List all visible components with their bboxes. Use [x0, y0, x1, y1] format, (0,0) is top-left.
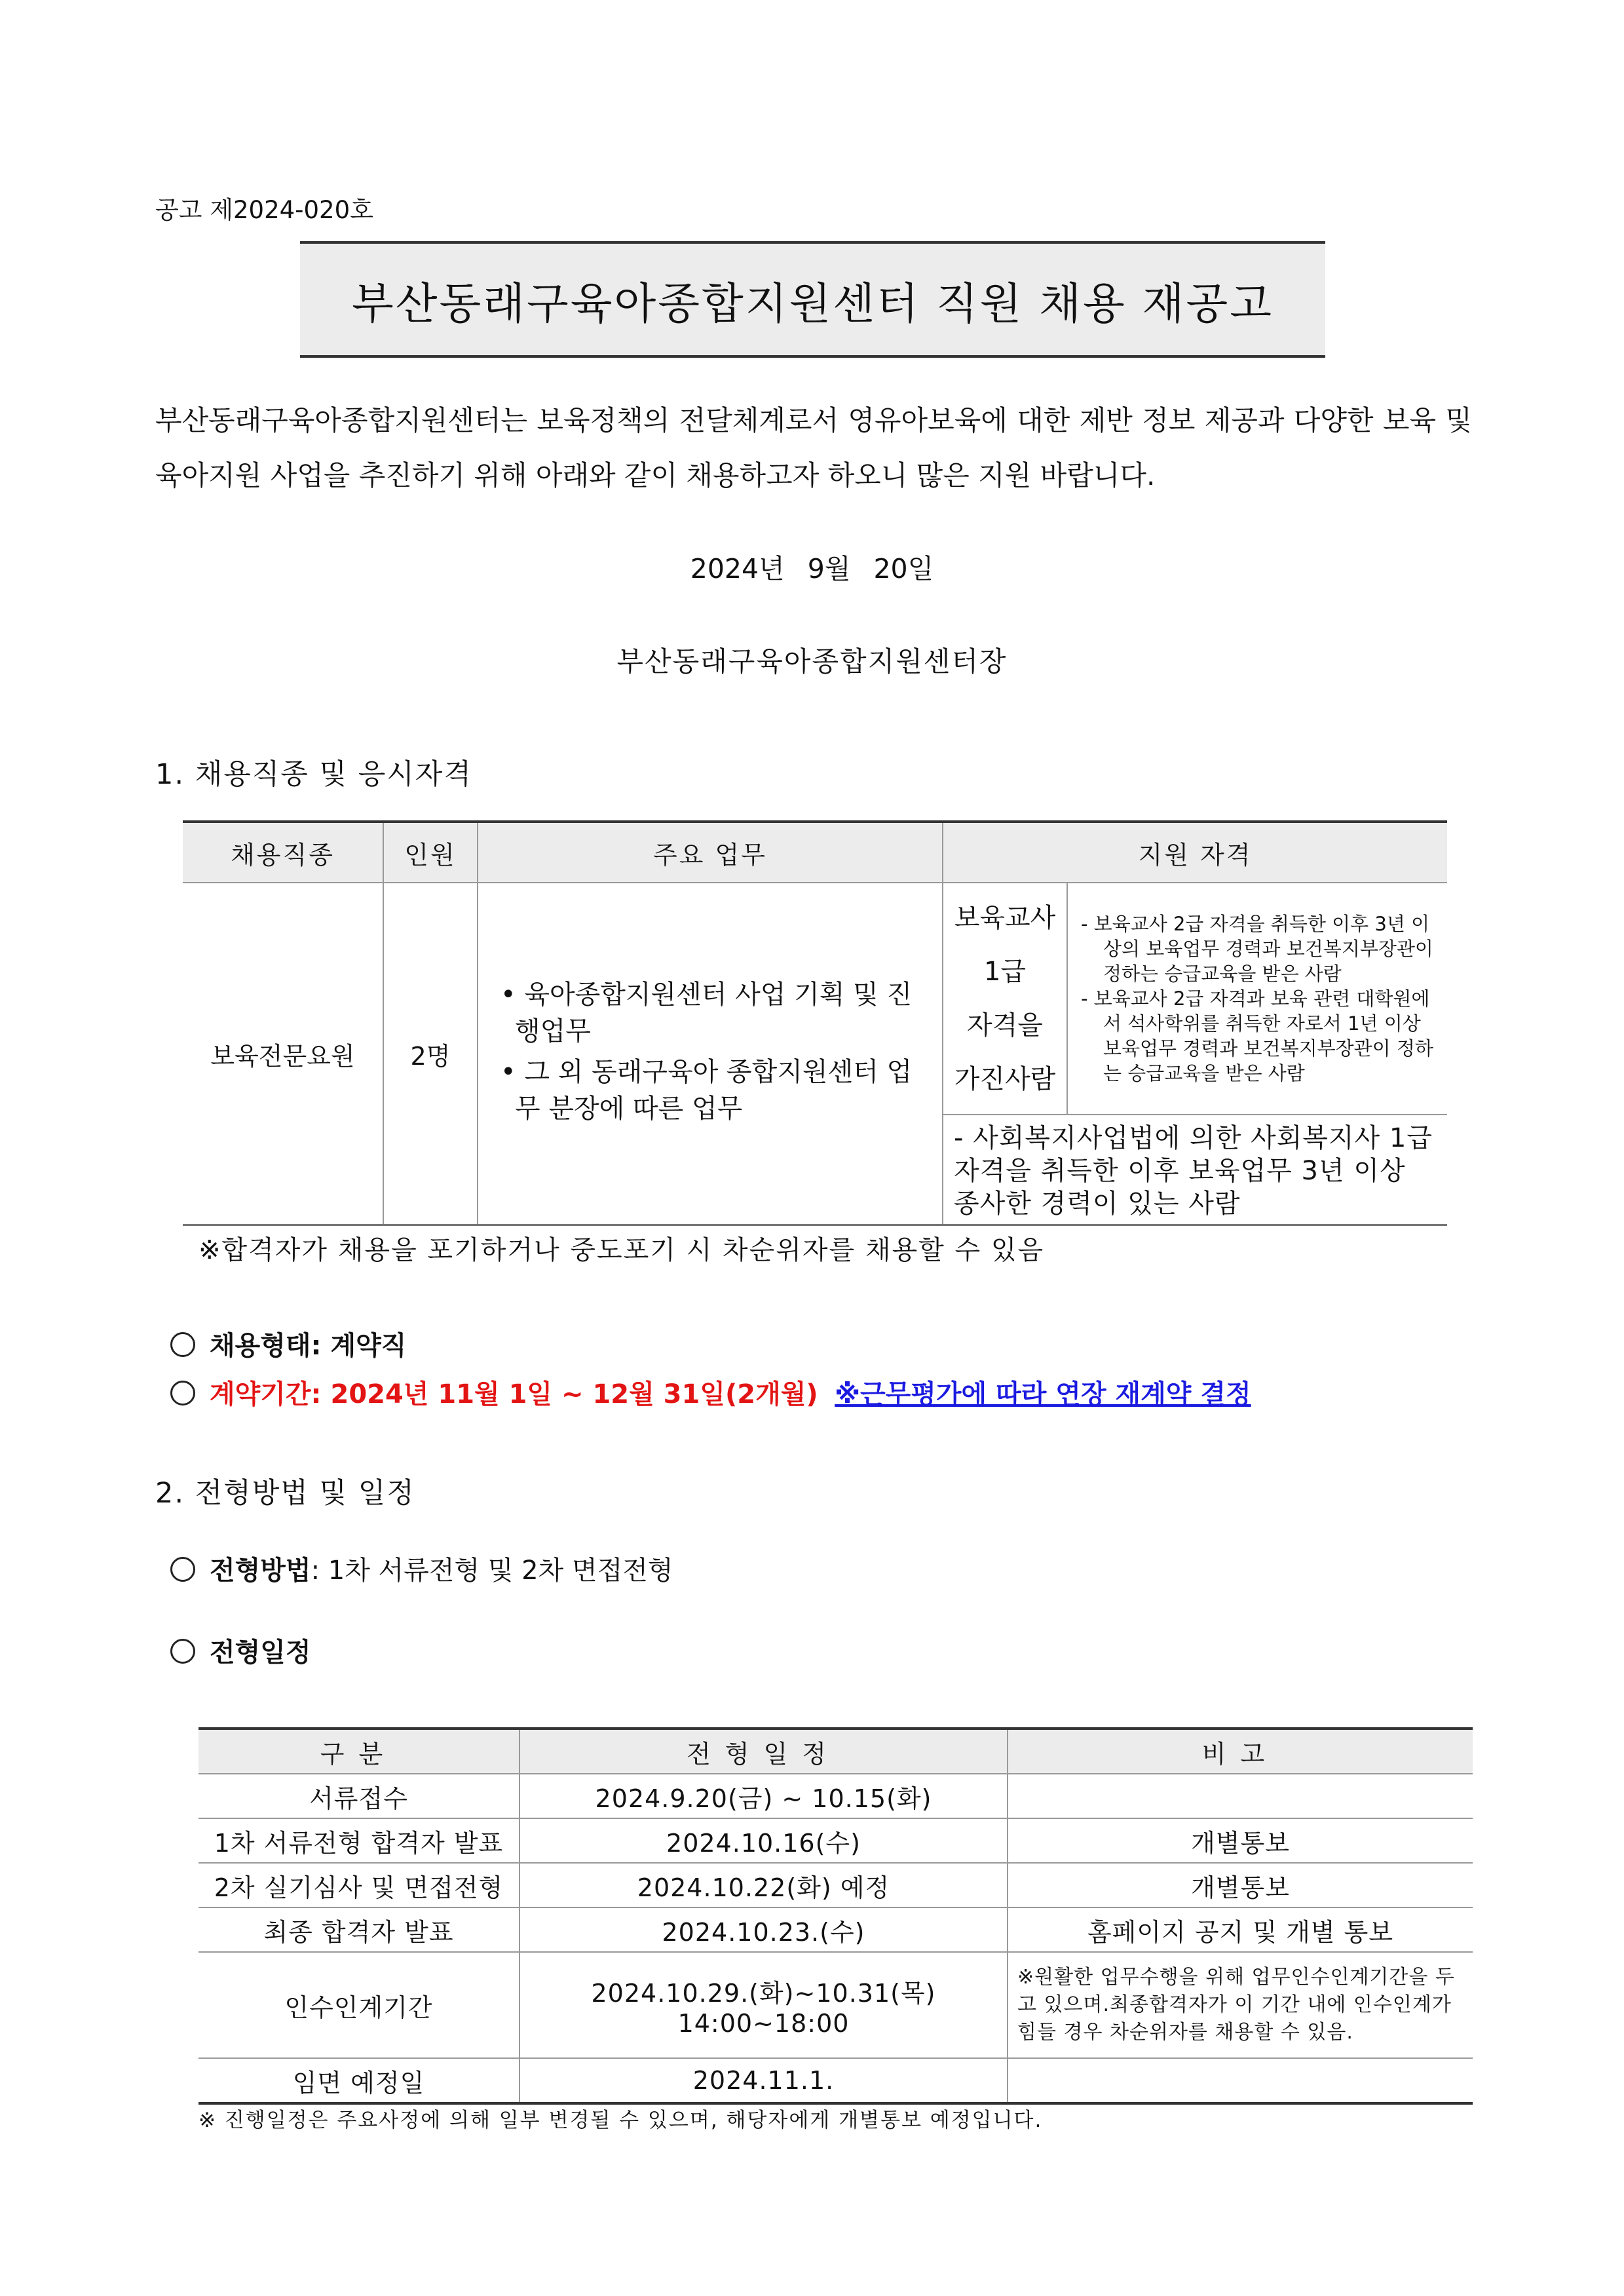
table-row [198, 1907, 1473, 1952]
stage: 1차 서류전형 합격자 발표 [198, 1818, 519, 1863]
contract-period [170, 1373, 1251, 1411]
remark: 홈페이지 공지 및 개별 통보 [1008, 1907, 1473, 1952]
stage: 인수인계기간 [198, 1952, 519, 2058]
job-title: 보육전문요원 [183, 883, 383, 1225]
duty-item: • 그 외 동래구육아 종합지원센터 업무 분장에 따른 업무 [500, 1054, 922, 1127]
schedule-note: ※ 진행일정은 주요사정에 의해 일부 변경될 수 있으며, 해당자에게 개별통보 예정입니다. [198, 2109, 1043, 2132]
notice-number: 공고 제2024-020호 [155, 196, 373, 224]
employment-type: 채용형태: 계약직 [170, 1325, 406, 1362]
table-row [198, 1863, 1473, 1907]
date: 2024.10.23.(수) [519, 1907, 1008, 1952]
remark: 개별통보 [1008, 1818, 1473, 1863]
date: 2024.10.22(화) 예정 [519, 1863, 1008, 1907]
headcount: 2명 [383, 883, 478, 1225]
contract-period-text: 계약기간: 2024년 11월 1일 ~ 12월 31일(2개월) [210, 1379, 818, 1409]
duty-item: • 육아종합지원센터 사업 기획 및 진행업무 [500, 976, 922, 1050]
table-row [198, 1952, 1473, 2058]
qualification-label: 보육교사 1급 자격을 가진사람 [943, 883, 1067, 1115]
header-date: 전형일정 [519, 1729, 1008, 1774]
header-duties: 주요 업무 [478, 822, 943, 883]
header-count: 인원 [383, 822, 478, 883]
header-stage: 구분 [198, 1729, 519, 1774]
header-remark: 비고 [1008, 1729, 1473, 1774]
circle-bullet-icon [170, 1557, 195, 1582]
table-row [183, 883, 1447, 1115]
stage: 서류접수 [198, 1774, 519, 1818]
remark [1008, 2058, 1473, 2103]
circle-bullet-icon [170, 1381, 195, 1406]
remark [1008, 1774, 1473, 1818]
circle-bullet-icon [170, 1332, 195, 1357]
page-title: 부산동래구육아종합지원센터 직원 채용 재공고 [351, 278, 1274, 329]
schedule-table [198, 1727, 1473, 2105]
selection-method: 전형방법: 1차 서류전형 및 2차 면접전형 [170, 1550, 673, 1587]
stage: 임면 예정일 [198, 2058, 519, 2103]
intro-paragraph: 부산동래구육아종합지원센터는 보육정책의 전달체계로서 영유아보육에 대한 제반 정보 제공과 다양한 보육 및 육아지원 사업을 추진하기 위해 아래와 같이 채용하고자 하오니 많은 지원 바랍니다. [155, 404, 1472, 491]
table-row [198, 1818, 1473, 1863]
date: 2024.11.1. [519, 2058, 1008, 2103]
remark: 개별통보 [1008, 1863, 1473, 1907]
duties-cell [478, 883, 943, 1225]
schedule-heading: 전형일정 [170, 1632, 311, 1669]
date: 2024.9.20(금) ~ 10.15(화) [519, 1774, 1008, 1818]
remark: ※원활한 업무수행을 위해 업무인수인계기간을 두고 있으며.최종합격자가 이 기간 내에 인수인계가 힘들 경우 차순위자를 채용할 수 있음. [1008, 1952, 1473, 2058]
date: 2024.10.16(수) [519, 1818, 1008, 1863]
stage: 2차 실기심사 및 면접전형 [198, 1863, 519, 1907]
recruitment-note: ※합격자가 채용을 포기하거나 중도포기 시 차순위자를 채용할 수 있음 [198, 1235, 1045, 1265]
table-row [198, 2058, 1473, 2103]
recruitment-table [183, 820, 1447, 1226]
title-box [300, 241, 1325, 358]
header-qualification: 지원 자격 [943, 822, 1447, 883]
notice-date: 2024년 9월 20일 [690, 553, 934, 584]
issuer-name: 부산동래구육아종합지원센터장 [616, 645, 1008, 678]
qualification-details [1067, 883, 1447, 1115]
header-job: 채용직종 [183, 822, 383, 883]
section-2-heading: 2. 전형방법 및 일정 [155, 1477, 415, 1510]
qualification-item: - 보육교사 2급 자격을 취득한 이후 3년 이상의 보육업무 경력과 보건복지부장관이 정하는 승급교육을 받은 사람 [1081, 913, 1433, 985]
stage: 최종 합격자 발표 [198, 1907, 519, 1952]
date: 2024.10.29.(화)~10.31(목) 14:00~18:00 [519, 1952, 1008, 2058]
contract-note: ※근무평가에 따라 연장 재계약 결정 [835, 1379, 1251, 1409]
table-row [198, 1774, 1473, 1818]
recruitment-table-header [183, 822, 1447, 883]
circle-bullet-icon [170, 1639, 195, 1664]
qualification-social-worker: - 사회복지사업법에 의한 사회복지사 1급 자격을 취득한 이후 보육업무 3년 이상 종사한 경력이 있는 사람 [943, 1115, 1447, 1225]
section-1-heading: 1. 채용직종 및 응시자격 [155, 758, 472, 791]
qualification-item: - 보육교사 2급 자격과 보육 관련 대학원에서 석사학위를 취득한 자로서 1년 이상 보육업무 경력과 보건복지부장관이 정하는 승급교육을 받은 사람 [1081, 987, 1433, 1084]
schedule-table-header [198, 1729, 1473, 1774]
